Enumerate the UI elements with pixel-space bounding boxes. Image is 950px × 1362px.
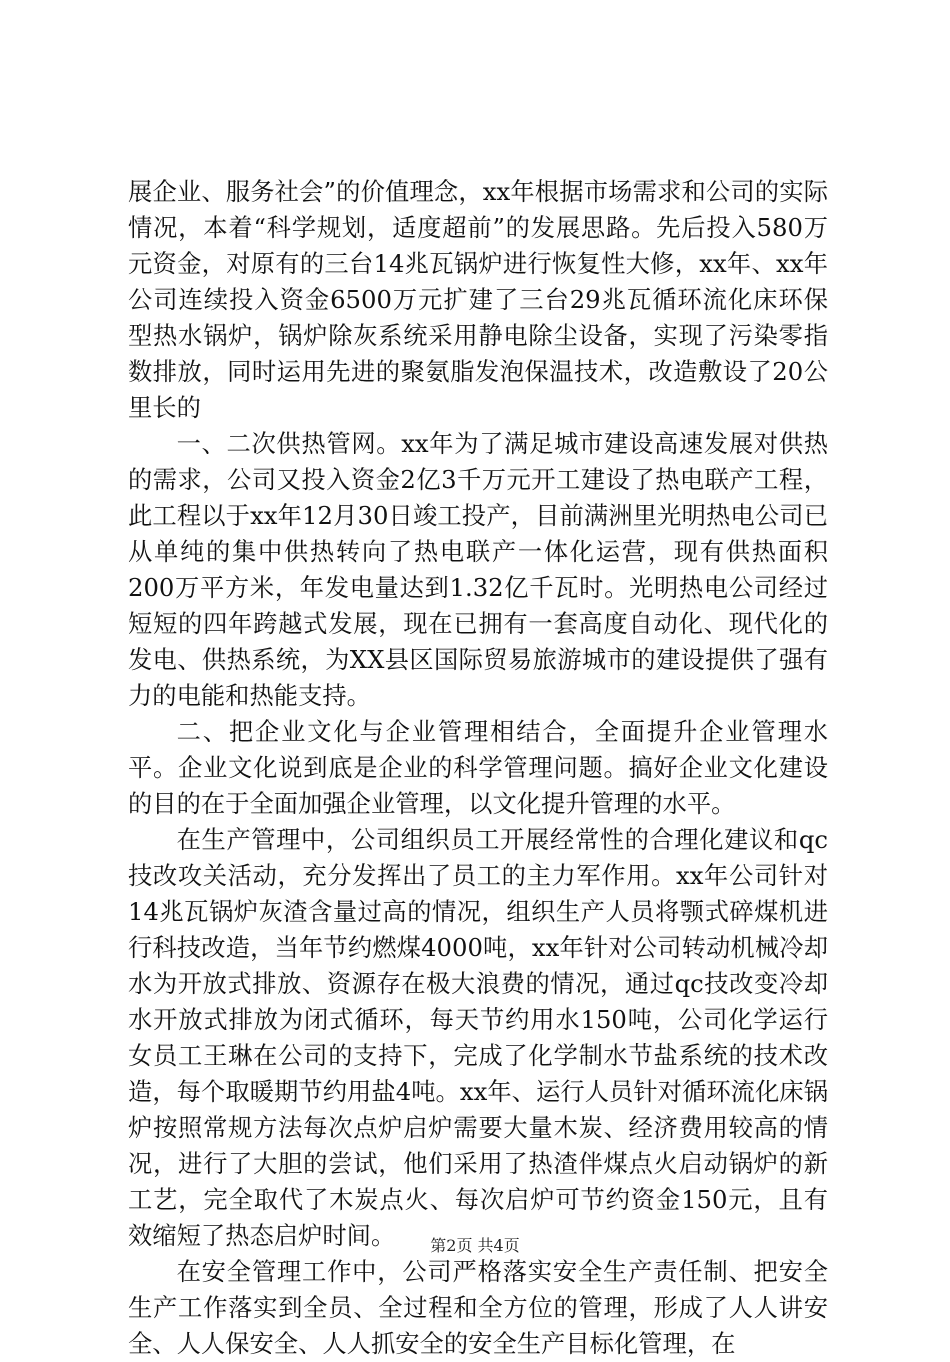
paragraph-production-management: 在生产管理中，公司组织员工开展经常性的合理化建议和qc技改攻关活动，充分发挥出了员工的主力军作用。xx年公司针对14兆瓦锅炉灰渣含量过高的情况，组织生产人员将颚式碎煤机进行科技改造，当年节约燃煤4000吨，xx年针对公司转动机械冷却水为开放式排放、资源存在极大浪费的情况，通过qc技改变冷却水开放式排放为闭式循环，每天节约用水150吨，公司化学运行女员工王琳在公司的支持下，完成了化学制水节盐系统的技术改造，每个取暖期节约用盐4吨。xx年、运行人员针对循环流化床锅炉按照常规方法每次点炉启炉需要大量木炭、经济费用较高的情况，进行了大胆的尝试，他们采用了热渣伴煤点火启动锅炉的新工艺，完全取代了木炭点火、每次启炉可节约资金150元，且有效缩短了热态启炉时间。 [128,825,828,1250]
paragraph-heating-network: 一、二次供热管网。xx年为了满足城市建设高速发展对供热的需求，公司又投入资金2亿3千万元开工建设了热电联产工程，此工程以于xx年12月30日竣工投产，目前满洲里光明热电公司已从单纯的集中供热转向了热电联产一体化运营，现有供热面积200万平方米，年发电量达到1.32亿千瓦时。光明热电公司经过短短的四年跨越式发展，现在已拥有一套高度自动化、现代化的发电、供热系统，为XX县区国际贸易旅游城市的建设提供了强有力的电能和热能支持。 [128,429,828,710]
document-body [128,174,828,1362]
page-number-footer: 第2页 共4页 [430,1236,520,1255]
paragraph-continuation: 展企业、服务社会”的价值理念，xx年根据市场需求和公司的实际情况，本着“科学规划，适度超前”的发展思路。先后投入580万元资金，对原有的三台14兆瓦锅炉进行恢复性大修，xx年、xx年公司连续投入资金6500万元扩建了三台29兆瓦循环流化床环保型热水锅炉，锅炉除灰系统采用静电除尘设备，实现了污染零指数排放，同时运用先进的聚氨脂发泡保温技术，改造敷设了20公里长的 [128,177,828,422]
paragraph-safety-management: 在安全管理工作中，公司严格落实安全生产责任制、把安全生产工作落实到全员、全过程和全方位的管理，形成了人人讲安全、人人保安全、人人抓安全的安全生产目标化管理，在 [128,1257,828,1358]
paragraph-culture-management: 二、把企业文化与企业管理相结合，全面提升企业管理水平。企业文化说到底是企业的科学管理问题。搞好企业文化建设的目的在于全面加强企业管理，以文化提升管理的水平。 [128,717,828,818]
